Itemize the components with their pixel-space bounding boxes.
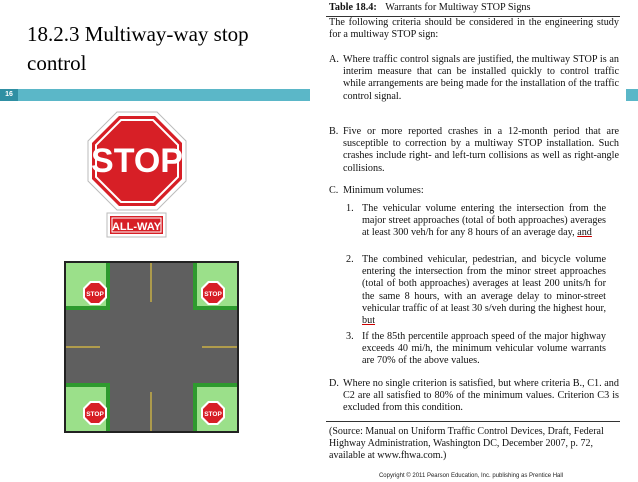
large-stop-sign bbox=[88, 112, 186, 210]
slide-title: 18.2.3 Multiway-way stop control bbox=[27, 22, 249, 75]
small-stop-sign-se bbox=[201, 401, 225, 425]
sub-criterion-label: 2. bbox=[346, 254, 354, 265]
small-stop-sign-nw bbox=[83, 281, 107, 305]
copyright-line: Copyright © 2011 Pearson Education, Inc. publishing as Prentice Hall bbox=[378, 473, 564, 479]
table-title bbox=[329, 2, 531, 14]
sub-criterion-label: 3. bbox=[346, 331, 354, 342]
all-way-plaque bbox=[107, 213, 166, 237]
table-intro: The following criteria should be considered in the engineering study for a multiway STOP sign: bbox=[329, 17, 619, 41]
sub-criterion-text: The combined vehicular, pedestrian, and bicycle volume entering the intersection from the minor street approaches (total of both approaches) averages at least 200 units/h for the same 8 hours, with an average delay to minor-street vehicular traffic of at least 30 s/veh during the highest hour, but bbox=[362, 254, 606, 327]
small-stop-sign-sw bbox=[83, 401, 107, 425]
conjunction-but: but bbox=[362, 315, 376, 327]
all-way-text: ALL-WAY bbox=[111, 221, 162, 233]
svg-text:STOP: STOP bbox=[204, 411, 222, 418]
intersection-diagram bbox=[64, 261, 239, 433]
criterion-label: D. bbox=[329, 378, 339, 389]
criterion-text: Minimum volumes: bbox=[343, 185, 424, 196]
criterion-text: Where traffic control signals are justified, the multiway STOP is an interim measure that can be installed quickly to control traffic while arrangements are being made for the installation of the traffic control signal. bbox=[343, 54, 619, 102]
criterion-label: A. bbox=[329, 54, 339, 65]
sub-criterion-label: 1. bbox=[346, 203, 354, 214]
svg-text:STOP: STOP bbox=[204, 291, 222, 298]
criterion-label: B. bbox=[329, 126, 339, 137]
sub-criterion-text: If the 85th percentile approach speed of the major highway exceeds 40 mi/h, the minimum vehicular volume warrants are 70% of the above values. bbox=[362, 331, 606, 367]
table-title-text: Warrants for Multiway STOP Signs bbox=[385, 2, 531, 13]
left-graphics bbox=[0, 0, 310, 479]
table-source: (Source: Manual on Uniform Traffic Control Devices, Draft, Federal Highway Administration, Washington DC, December 2007, p. 72, available at www.fhwa.com.) bbox=[329, 426, 604, 461]
sub-criterion-text: The vehicular volume entering the intersection from the major street approaches (total of both approaches) averages at least 300 veh/h for any 8 hours of an average day, and bbox=[362, 203, 606, 239]
svg-text:STOP: STOP bbox=[86, 291, 104, 298]
conjunction-and: and bbox=[577, 227, 592, 239]
warrants-table bbox=[316, 0, 626, 479]
table-bottom-rule bbox=[326, 421, 620, 422]
small-stop-sign-ne bbox=[201, 281, 225, 305]
criterion-text: Five or more reported crashes in a 12-month period that are susceptible to correction by a multiway STOP installation. Such crashes include right- and left-turn collisions as well as right-angle collisions. bbox=[343, 126, 619, 174]
criterion-label: C. bbox=[329, 185, 339, 196]
table-label: Table 18.4: bbox=[329, 2, 377, 13]
large-stop-text: STOP bbox=[91, 142, 183, 180]
page-number: 16 bbox=[0, 89, 18, 101]
svg-text:STOP: STOP bbox=[86, 411, 104, 418]
title-divider-right bbox=[626, 89, 638, 101]
criterion-text: Where no single criterion is satisfied, but where criteria B., C1. and C2 are all satisfied to 80% of the minimum values. Criterion C3 is excluded from this condition. bbox=[343, 378, 619, 414]
